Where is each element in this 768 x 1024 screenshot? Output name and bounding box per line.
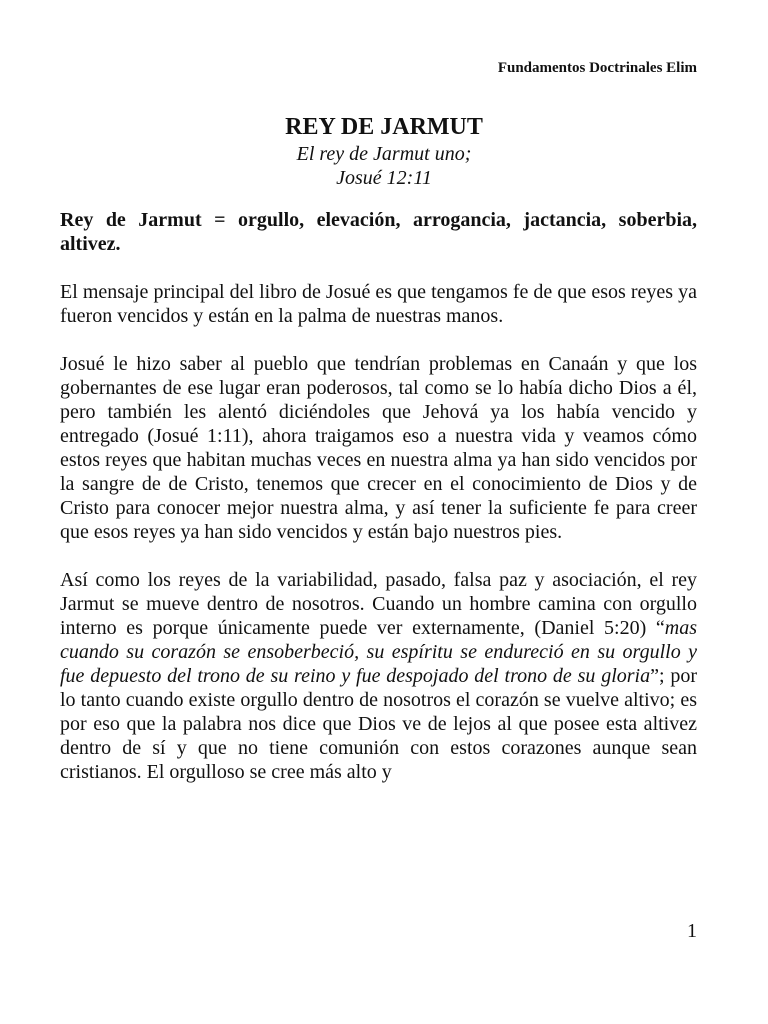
definition-paragraph: Rey de Jarmut = orgullo, elevación, arrogancia, jactancia, soberbia, altivez.	[60, 209, 697, 255]
subtitle-line-1: El rey de Jarmut uno;	[296, 143, 472, 165]
title-block	[0, 112, 768, 190]
paragraph-2: El mensaje principal del libro de Josué es que tengamos fe de que esos reyes ya fueron vencidos y están en la palma de nuestras manos.	[60, 281, 697, 327]
subtitle-line-2: Josué 12:11	[336, 167, 432, 189]
paragraph-4-text-a: Así como los reyes de la variabilidad, pasado, falsa paz y asociación, el rey Jarmut se mueve dentro de nosotros. Cuando un hombre camina con orgullo interno es porque únicamente puede ver externamente, (Daniel 5:20) “	[60, 569, 697, 639]
document-title: REY DE JARMUT	[285, 114, 483, 140]
paragraph-3: Josué le hizo saber al pueblo que tendrían problemas en Canaán y que los gobernantes de ese lugar eran poderosos, tal como se lo había dicho Dios a él, pero también les alentó diciéndoles que Jehová ya los había vencido y entregado (Josué 1:11), ahora traigamos eso a nuestra vida y veamos cómo estos reyes que habitan muchas veces en nuestra alma ya han sido vencidos por la sangre de de Cristo, tenemos que crecer en el conocimiento de Dios y de Cristo para conocer mejor nuestra alma, y así tener la suficiente fe para creer que esos reyes ya han sido vencidos y están bajo nuestros pies.	[60, 353, 697, 543]
running-header: Fundamentos Doctrinales Elim	[497, 60, 697, 76]
paragraph-4-text-b: ”; por lo tanto cuando existe orgullo dentro de nosotros el corazón se vuelve altivo; es por eso que la palabra nos dice que Dios ve de lejos al que posee esta altivez dentro de sí y que no tiene comunión con estos corazones aunque sean cristianos. El orgulloso se cree más alto y	[60, 665, 698, 783]
page-number: 1	[687, 920, 697, 942]
scripture-quote: mas cuando su corazón se ensoberbeció, su espíritu se endureció en su orgullo y fue depuesto del trono de su reino y fue despojado del trono de su gloria	[60, 617, 697, 687]
body-text	[60, 208, 697, 808]
paragraph-4	[60, 568, 697, 784]
